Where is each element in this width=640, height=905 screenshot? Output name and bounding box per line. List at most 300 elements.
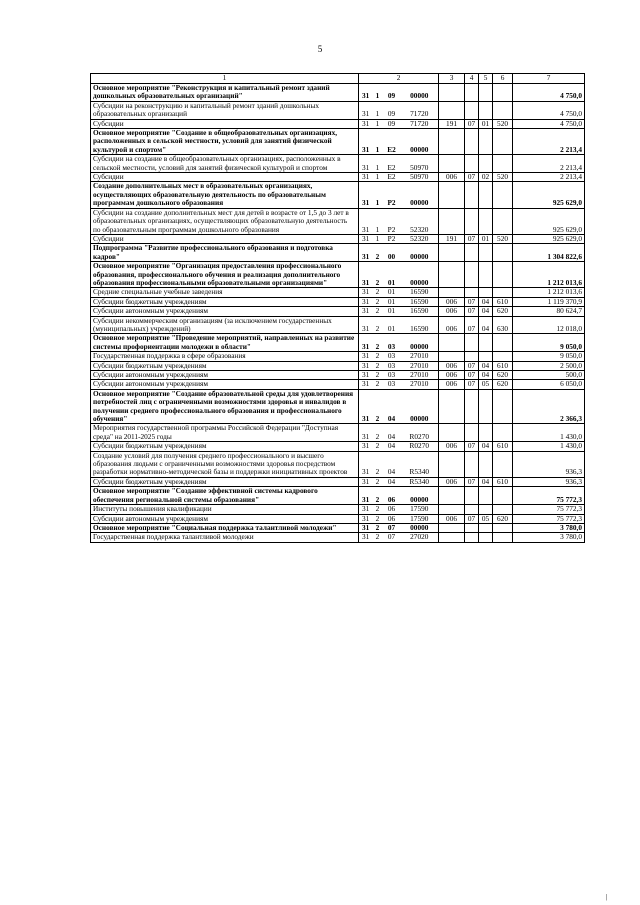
amount-cell: 9 050,0 bbox=[513, 334, 585, 352]
amount-cell: 2 213,4 bbox=[513, 129, 585, 155]
row-name-cell: Субсидии на реконструкцию и капитальный ремонт зданий дошкольных образовательных организаций bbox=[91, 101, 359, 119]
code-cell: 2 bbox=[373, 424, 383, 442]
code-cell: 00 bbox=[383, 244, 401, 262]
code-cell: 01 bbox=[383, 297, 401, 306]
row-name-cell: Основное мероприятие "Организация предоставления профессионального образования, профессионального обучения и реализация дополнительного образования профессиональными образовательными организациями" bbox=[91, 262, 359, 288]
code-cell: 2 bbox=[373, 297, 383, 306]
code-cell: 2 bbox=[373, 523, 383, 532]
column-3-cell: 191 bbox=[439, 119, 465, 128]
header-cell: 6 bbox=[493, 74, 513, 84]
table-row bbox=[91, 523, 585, 532]
code-cell: R0270 bbox=[401, 424, 439, 442]
table-row bbox=[91, 182, 585, 208]
row-name-cell: Основное мероприятие "Создание эффективной системы кадрового обеспечения региональной системы образования" bbox=[91, 487, 359, 505]
table-row bbox=[91, 101, 585, 119]
column-5-cell: 04 bbox=[479, 297, 493, 306]
code-cell: P2 bbox=[383, 234, 401, 243]
column-4-cell bbox=[465, 288, 479, 297]
column-3-cell bbox=[439, 451, 465, 477]
column-4-cell bbox=[465, 533, 479, 542]
column-5-cell bbox=[479, 334, 493, 352]
code-cell: 2 bbox=[373, 371, 383, 380]
table-row bbox=[91, 334, 585, 352]
code-cell: 00000 bbox=[401, 244, 439, 262]
header-cell: 1 bbox=[91, 74, 359, 84]
code-cell: 2 bbox=[373, 505, 383, 514]
column-5-cell: 05 bbox=[479, 380, 493, 389]
row-name-cell: Субсидии бюджетным учреждениям bbox=[91, 297, 359, 306]
column-4-cell bbox=[465, 334, 479, 352]
code-cell: 31 bbox=[359, 297, 373, 306]
column-6-cell bbox=[493, 129, 513, 155]
code-cell: 31 bbox=[359, 451, 373, 477]
column-6-cell bbox=[493, 84, 513, 102]
code-cell: 01 bbox=[383, 262, 401, 288]
table-row bbox=[91, 533, 585, 542]
table-row bbox=[91, 380, 585, 389]
table-row bbox=[91, 234, 585, 243]
amount-cell: 4 750,0 bbox=[513, 119, 585, 128]
amount-cell: 925 629,0 bbox=[513, 234, 585, 243]
column-6-cell: 520 bbox=[493, 119, 513, 128]
row-name-cell: Субсидии некоммерческим организациям (за исключением государственных (муниципальных) учреждений) bbox=[91, 316, 359, 334]
code-cell: 00000 bbox=[401, 487, 439, 505]
column-6-cell: 520 bbox=[493, 173, 513, 182]
code-cell: 1 bbox=[373, 182, 383, 208]
table-row bbox=[91, 262, 585, 288]
column-5-cell bbox=[479, 182, 493, 208]
code-cell: 31 bbox=[359, 129, 373, 155]
column-4-cell bbox=[465, 155, 479, 173]
table-row bbox=[91, 442, 585, 451]
column-6-cell bbox=[493, 451, 513, 477]
code-cell: 2 bbox=[373, 262, 383, 288]
row-name-cell: Субсидии bbox=[91, 119, 359, 128]
code-cell: R0270 bbox=[401, 442, 439, 451]
row-name-cell: Подпрограмма "Развитие профессионального образования и подготовка кадров" bbox=[91, 244, 359, 262]
amount-cell: 925 629,0 bbox=[513, 182, 585, 208]
code-cell: 1 bbox=[373, 234, 383, 243]
column-3-cell: 191 bbox=[439, 234, 465, 243]
row-name-cell: Субсидии на создание в общеобразовательных организациях, расположенных в сельской местности, условий для занятий физической культурой и спортом bbox=[91, 155, 359, 173]
row-name-cell: Основное мероприятие "Создание образовательной среды для удовлетворения потребностей лиц с ограниченными возможностями здоровья и инвалидов в получении среднего профессионального образования и профессионального обучения" bbox=[91, 389, 359, 424]
code-cell: 2 bbox=[373, 334, 383, 352]
column-6-cell bbox=[493, 533, 513, 542]
column-6-cell: 610 bbox=[493, 442, 513, 451]
row-name-cell: Субсидии на создание дополнительных мест для детей в возрасте от 1,5 до 3 лет в образовательных организациях, осуществляющих образовательную деятельность по образовательным программам дошкольного образования bbox=[91, 208, 359, 234]
column-4-cell bbox=[465, 389, 479, 424]
column-5-cell: 04 bbox=[479, 316, 493, 334]
column-5-cell: 04 bbox=[479, 371, 493, 380]
column-5-cell bbox=[479, 129, 493, 155]
amount-cell: 1 212 013,6 bbox=[513, 262, 585, 288]
amount-cell: 4 750,0 bbox=[513, 101, 585, 119]
code-cell: R5340 bbox=[401, 451, 439, 477]
column-4-cell bbox=[465, 487, 479, 505]
header-cell: 3 bbox=[439, 74, 465, 84]
column-5-cell bbox=[479, 244, 493, 262]
column-5-cell: 04 bbox=[479, 477, 493, 486]
column-4-cell bbox=[465, 244, 479, 262]
amount-cell: 500,0 bbox=[513, 371, 585, 380]
column-4-cell bbox=[465, 101, 479, 119]
column-4-cell: 07 bbox=[465, 442, 479, 451]
column-4-cell bbox=[465, 505, 479, 514]
column-6-cell: 610 bbox=[493, 477, 513, 486]
code-cell: 00000 bbox=[401, 334, 439, 352]
code-cell: 04 bbox=[383, 477, 401, 486]
code-cell: 2 bbox=[373, 487, 383, 505]
column-5-cell: 04 bbox=[479, 361, 493, 370]
amount-cell: 12 018,0 bbox=[513, 316, 585, 334]
code-cell: 01 bbox=[383, 288, 401, 297]
column-3-cell bbox=[439, 505, 465, 514]
table-row bbox=[91, 352, 585, 361]
column-3-cell bbox=[439, 155, 465, 173]
code-cell: 1 bbox=[373, 129, 383, 155]
column-6-cell: 520 bbox=[493, 234, 513, 243]
column-6-cell bbox=[493, 288, 513, 297]
code-cell: 00000 bbox=[401, 389, 439, 424]
column-6-cell: 620 bbox=[493, 307, 513, 316]
code-cell: 04 bbox=[383, 424, 401, 442]
amount-cell: 2 213,4 bbox=[513, 173, 585, 182]
column-3-cell: 006 bbox=[439, 380, 465, 389]
table-row bbox=[91, 84, 585, 102]
column-3-cell bbox=[439, 389, 465, 424]
column-5-cell bbox=[479, 84, 493, 102]
column-6-cell bbox=[493, 424, 513, 442]
code-cell: 09 bbox=[383, 84, 401, 102]
table-row bbox=[91, 424, 585, 442]
table-row bbox=[91, 208, 585, 234]
column-4-cell: 07 bbox=[465, 173, 479, 182]
table-row bbox=[91, 371, 585, 380]
column-3-cell bbox=[439, 182, 465, 208]
column-3-cell bbox=[439, 101, 465, 119]
column-3-cell: 006 bbox=[439, 173, 465, 182]
column-4-cell: 07 bbox=[465, 297, 479, 306]
column-4-cell bbox=[465, 352, 479, 361]
amount-cell: 1 119 370,9 bbox=[513, 297, 585, 306]
code-cell: 06 bbox=[383, 487, 401, 505]
code-cell: 71720 bbox=[401, 101, 439, 119]
amount-cell: 925 629,0 bbox=[513, 208, 585, 234]
column-5-cell bbox=[479, 451, 493, 477]
row-name-cell: Субсидии автономным учреждениям bbox=[91, 514, 359, 523]
code-cell: 00000 bbox=[401, 182, 439, 208]
code-cell: 2 bbox=[373, 533, 383, 542]
code-cell: 2 bbox=[373, 316, 383, 334]
code-cell: 31 bbox=[359, 208, 373, 234]
table-row bbox=[91, 316, 585, 334]
code-cell: 04 bbox=[383, 389, 401, 424]
table-row bbox=[91, 361, 585, 370]
column-4-cell: 07 bbox=[465, 380, 479, 389]
column-6-cell: 630 bbox=[493, 316, 513, 334]
code-cell: 31 bbox=[359, 424, 373, 442]
column-6-cell: 620 bbox=[493, 380, 513, 389]
code-cell: 31 bbox=[359, 173, 373, 182]
code-cell: 31 bbox=[359, 352, 373, 361]
table-row bbox=[91, 389, 585, 424]
corner-mark: | bbox=[606, 893, 608, 901]
column-3-cell bbox=[439, 244, 465, 262]
amount-cell: 936,3 bbox=[513, 477, 585, 486]
table-row bbox=[91, 451, 585, 477]
row-name-cell: Мероприятия государственной программы Российской Федерации "Доступная среда" на 2011-2025 годы bbox=[91, 424, 359, 442]
column-5-cell bbox=[479, 424, 493, 442]
amount-cell: 2 213,4 bbox=[513, 155, 585, 173]
row-name-cell: Основное мероприятие "Реконструкция и капитальный ремонт зданий дошкольных образовательных организаций" bbox=[91, 84, 359, 102]
column-4-cell bbox=[465, 262, 479, 288]
column-5-cell bbox=[479, 208, 493, 234]
column-6-cell bbox=[493, 523, 513, 532]
code-cell: 03 bbox=[383, 380, 401, 389]
column-3-cell bbox=[439, 262, 465, 288]
row-name-cell: Государственная поддержка талантливой молодежи bbox=[91, 533, 359, 542]
code-cell: E2 bbox=[383, 173, 401, 182]
code-cell: 09 bbox=[383, 119, 401, 128]
column-3-cell bbox=[439, 288, 465, 297]
column-6-cell: 620 bbox=[493, 371, 513, 380]
code-cell: 31 bbox=[359, 361, 373, 370]
table-row bbox=[91, 129, 585, 155]
code-cell: 2 bbox=[373, 442, 383, 451]
code-cell: 31 bbox=[359, 505, 373, 514]
column-3-cell bbox=[439, 523, 465, 532]
column-5-cell: 05 bbox=[479, 514, 493, 523]
code-cell: 00000 bbox=[401, 262, 439, 288]
code-cell: 71720 bbox=[401, 119, 439, 128]
row-name-cell: Субсидии бюджетным учреждениям bbox=[91, 361, 359, 370]
column-5-cell: 04 bbox=[479, 442, 493, 451]
amount-cell: 6 050,0 bbox=[513, 380, 585, 389]
column-6-cell bbox=[493, 487, 513, 505]
code-cell: 31 bbox=[359, 334, 373, 352]
code-cell: 16590 bbox=[401, 316, 439, 334]
code-cell: E2 bbox=[383, 155, 401, 173]
code-cell: 2 bbox=[373, 380, 383, 389]
amount-cell: 1 430,0 bbox=[513, 442, 585, 451]
column-6-cell bbox=[493, 505, 513, 514]
column-5-cell: 04 bbox=[479, 307, 493, 316]
amount-cell: 75 772,3 bbox=[513, 505, 585, 514]
column-6-cell bbox=[493, 155, 513, 173]
column-6-cell bbox=[493, 101, 513, 119]
column-3-cell: 006 bbox=[439, 316, 465, 334]
amount-cell: 75 772,3 bbox=[513, 487, 585, 505]
code-cell: 16590 bbox=[401, 297, 439, 306]
code-cell: 07 bbox=[383, 523, 401, 532]
code-cell: 2 bbox=[373, 389, 383, 424]
column-5-cell: 01 bbox=[479, 119, 493, 128]
table-row bbox=[91, 288, 585, 297]
code-cell: 2 bbox=[373, 514, 383, 523]
code-cell: 31 bbox=[359, 155, 373, 173]
column-3-cell: 006 bbox=[439, 514, 465, 523]
column-3-cell bbox=[439, 129, 465, 155]
column-5-cell bbox=[479, 389, 493, 424]
column-3-cell bbox=[439, 487, 465, 505]
code-cell: 06 bbox=[383, 505, 401, 514]
column-3-cell: 006 bbox=[439, 442, 465, 451]
code-cell: 31 bbox=[359, 262, 373, 288]
column-3-cell: 006 bbox=[439, 297, 465, 306]
code-cell: 16590 bbox=[401, 307, 439, 316]
column-3-cell: 006 bbox=[439, 361, 465, 370]
amount-cell: 3 780,0 bbox=[513, 533, 585, 542]
amount-cell: 4 750,0 bbox=[513, 84, 585, 102]
column-4-cell bbox=[465, 424, 479, 442]
code-cell: 31 bbox=[359, 523, 373, 532]
column-5-cell bbox=[479, 487, 493, 505]
code-cell: 31 bbox=[359, 371, 373, 380]
code-cell: E2 bbox=[383, 129, 401, 155]
code-cell: 31 bbox=[359, 380, 373, 389]
amount-cell: 9 050,0 bbox=[513, 352, 585, 361]
code-cell: 52320 bbox=[401, 208, 439, 234]
code-cell: P2 bbox=[383, 208, 401, 234]
row-name-cell: Субсидии автономным учреждениям bbox=[91, 307, 359, 316]
row-name-cell: Основное мероприятие "Проведение мероприятий, направленных на развитие системы профориентации молодежи в области" bbox=[91, 334, 359, 352]
column-5-cell bbox=[479, 262, 493, 288]
code-cell: 2 bbox=[373, 244, 383, 262]
row-name-cell: Основное мероприятие "Социальная поддержка талантливой молодежи" bbox=[91, 523, 359, 532]
code-cell: 1 bbox=[373, 208, 383, 234]
table-row bbox=[91, 487, 585, 505]
table-row bbox=[91, 119, 585, 128]
table-header-row bbox=[91, 74, 585, 84]
header-cell: 2 bbox=[359, 74, 439, 84]
row-name-cell: Субсидии автономным учреждениям bbox=[91, 380, 359, 389]
row-name-cell: Субсидии автономным учреждениям bbox=[91, 371, 359, 380]
code-cell: 03 bbox=[383, 361, 401, 370]
code-cell: 07 bbox=[383, 533, 401, 542]
code-cell: 2 bbox=[373, 361, 383, 370]
code-cell: R5340 bbox=[401, 477, 439, 486]
code-cell: 52320 bbox=[401, 234, 439, 243]
code-cell: 2 bbox=[373, 307, 383, 316]
code-cell: 1 bbox=[373, 155, 383, 173]
code-cell: 31 bbox=[359, 487, 373, 505]
column-6-cell: 610 bbox=[493, 297, 513, 306]
column-6-cell bbox=[493, 262, 513, 288]
column-6-cell bbox=[493, 208, 513, 234]
column-6-cell bbox=[493, 352, 513, 361]
row-name-cell: Государственная поддержка в сфере образования bbox=[91, 352, 359, 361]
table-row bbox=[91, 155, 585, 173]
row-name-cell: Создание условий для получения среднего профессионального и высшего образования людьми с ограниченными возможностями здоровья посредством разработки нормативно-методической базы и поддержки инициативных проектов bbox=[91, 451, 359, 477]
column-4-cell bbox=[465, 523, 479, 532]
table-row bbox=[91, 307, 585, 316]
header-cell: 4 bbox=[465, 74, 479, 84]
column-6-cell bbox=[493, 244, 513, 262]
code-cell: 31 bbox=[359, 514, 373, 523]
row-name-cell: Субсидии бюджетным учреждениям bbox=[91, 442, 359, 451]
column-3-cell bbox=[439, 334, 465, 352]
code-cell: 17590 bbox=[401, 514, 439, 523]
code-cell: 03 bbox=[383, 334, 401, 352]
row-name-cell: Субсидии bbox=[91, 173, 359, 182]
amount-cell: 2 500,0 bbox=[513, 361, 585, 370]
code-cell: 1 bbox=[373, 101, 383, 119]
amount-cell: 80 624,7 bbox=[513, 307, 585, 316]
column-4-cell: 07 bbox=[465, 316, 479, 334]
code-cell: 31 bbox=[359, 316, 373, 334]
code-cell: 1 bbox=[373, 173, 383, 182]
table-row bbox=[91, 297, 585, 306]
column-5-cell: 02 bbox=[479, 173, 493, 182]
column-3-cell: 006 bbox=[439, 477, 465, 486]
code-cell: 03 bbox=[383, 352, 401, 361]
column-4-cell: 07 bbox=[465, 307, 479, 316]
column-4-cell bbox=[465, 208, 479, 234]
row-name-cell: Институты повышения квалификации bbox=[91, 505, 359, 514]
amount-cell: 936,3 bbox=[513, 451, 585, 477]
column-5-cell bbox=[479, 533, 493, 542]
code-cell: 50970 bbox=[401, 155, 439, 173]
code-cell: 31 bbox=[359, 533, 373, 542]
page-number: 5 bbox=[317, 44, 323, 54]
code-cell: 2 bbox=[373, 477, 383, 486]
code-cell: 01 bbox=[383, 307, 401, 316]
row-name-cell: Основное мероприятие "Создание в общеобразовательных организациях, расположенных в сельской местности, условий для занятий физической культурой и спортом" bbox=[91, 129, 359, 155]
code-cell: 31 bbox=[359, 477, 373, 486]
code-cell: 2 bbox=[373, 451, 383, 477]
code-cell: 50970 bbox=[401, 173, 439, 182]
code-cell: 31 bbox=[359, 101, 373, 119]
column-3-cell bbox=[439, 352, 465, 361]
column-5-cell bbox=[479, 523, 493, 532]
code-cell: 27010 bbox=[401, 380, 439, 389]
amount-cell: 2 366,3 bbox=[513, 389, 585, 424]
code-cell: 04 bbox=[383, 442, 401, 451]
code-cell: 31 bbox=[359, 119, 373, 128]
column-6-cell bbox=[493, 334, 513, 352]
row-name-cell: Создание дополнительных мест в образовательных организациях, осуществляющих образовательную деятельность по образовательным программам дошкольного образования bbox=[91, 182, 359, 208]
amount-cell: 1 212 013,6 bbox=[513, 288, 585, 297]
column-4-cell bbox=[465, 84, 479, 102]
code-cell: 31 bbox=[359, 307, 373, 316]
code-cell: 17590 bbox=[401, 505, 439, 514]
code-cell: 27020 bbox=[401, 533, 439, 542]
column-3-cell: 006 bbox=[439, 371, 465, 380]
header-cell: 7 bbox=[513, 74, 585, 84]
code-cell: 31 bbox=[359, 244, 373, 262]
column-4-cell: 07 bbox=[465, 371, 479, 380]
code-cell: 01 bbox=[383, 316, 401, 334]
column-3-cell bbox=[439, 84, 465, 102]
table-row bbox=[91, 173, 585, 182]
column-5-cell bbox=[479, 101, 493, 119]
code-cell: 31 bbox=[359, 84, 373, 102]
table-row bbox=[91, 505, 585, 514]
column-3-cell bbox=[439, 533, 465, 542]
column-3-cell bbox=[439, 424, 465, 442]
code-cell: 00000 bbox=[401, 84, 439, 102]
column-4-cell: 07 bbox=[465, 361, 479, 370]
table-row bbox=[91, 244, 585, 262]
column-4-cell bbox=[465, 451, 479, 477]
amount-cell: 3 780,0 bbox=[513, 523, 585, 532]
column-6-cell bbox=[493, 182, 513, 208]
column-3-cell bbox=[439, 208, 465, 234]
code-cell: 31 bbox=[359, 288, 373, 297]
code-cell: P2 bbox=[383, 182, 401, 208]
row-name-cell: Субсидии bbox=[91, 234, 359, 243]
column-6-cell: 620 bbox=[493, 514, 513, 523]
